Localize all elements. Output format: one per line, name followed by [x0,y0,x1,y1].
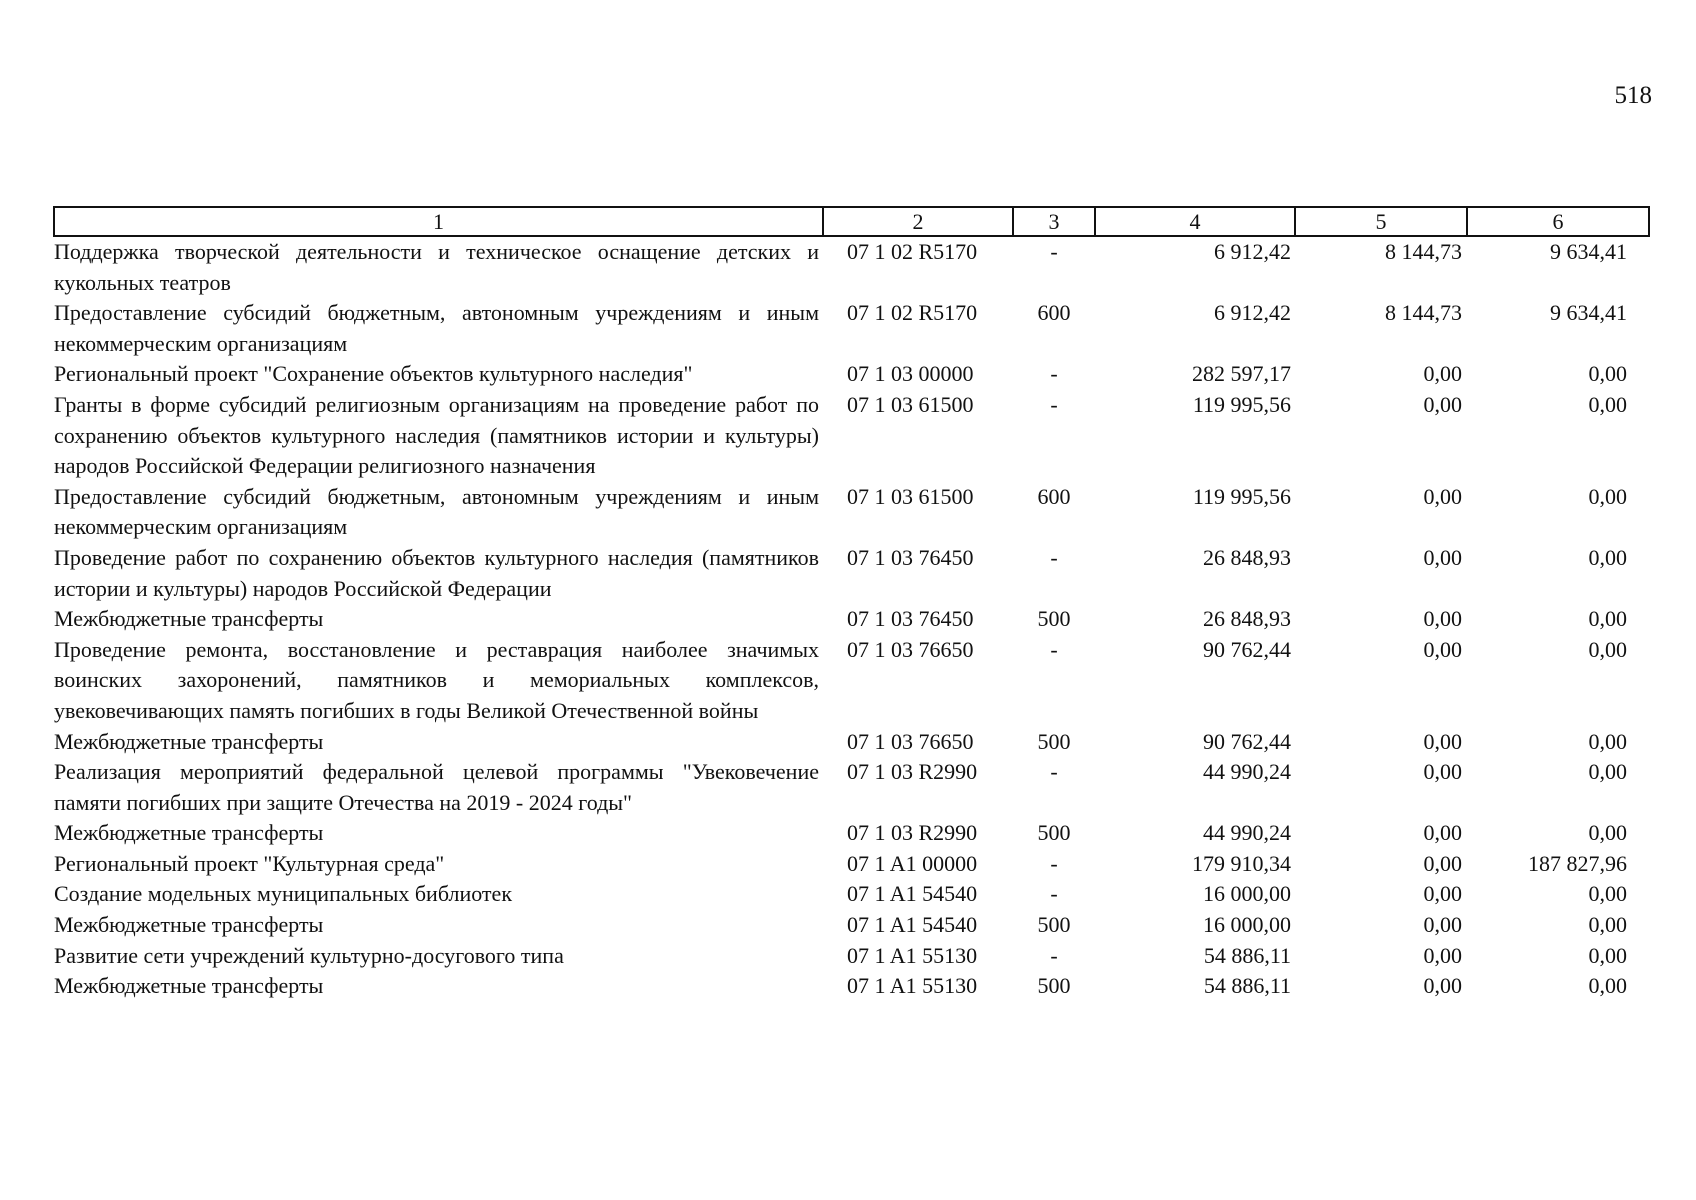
row-value-5: 8 144,73 [1385,300,1462,326]
row-value-4: 16 000,00 [1203,912,1291,938]
row-code: 07 1 03 61500 [847,483,974,509]
row-value-5: 0,00 [1423,850,1462,876]
row-value-6: 0,00 [1588,361,1627,387]
table-row [54,359,1649,390]
column-header-5: 5 [1295,207,1467,236]
row-name: Проведение ремонта, восстановление и реставрация наиболее значимых воинских захоронений, памятников и мемориальных комплексов, увековечивающих память погибших в годы Великой Отечественной войны [54,636,819,723]
row-value-4: 44 990,24 [1203,759,1291,785]
row-type: - [1050,544,1058,570]
row-value-4: 54 886,11 [1203,973,1291,999]
row-value-4: 54 886,11 [1203,942,1291,968]
table-header-row [54,207,1649,236]
table-row [54,543,1649,604]
row-name: Межбюджетные трансферты [54,728,324,754]
budget-table [53,206,1650,1002]
row-value-6: 187 827,96 [1528,850,1627,876]
row-type: 500 [1037,912,1071,938]
row-value-6: 0,00 [1588,759,1627,785]
row-type: 500 [1037,606,1071,632]
row-value-4: 16 000,00 [1203,881,1291,907]
row-name: Создание модельных муниципальных библиотек [54,881,513,907]
row-value-5: 0,00 [1423,912,1462,938]
row-code: 07 1 03 76450 [847,606,974,632]
row-value-4: 6 912,42 [1214,239,1291,264]
table-row [54,604,1649,635]
row-name: Региональный проект "Сохранение объектов культурного наследия" [54,361,693,387]
page-number: 518 [1614,82,1652,109]
row-code: 07 1 03 00000 [847,361,974,387]
row-type: - [1050,391,1058,417]
row-name: Предоставление субсидий бюджетным, автономным учреждениям и иным некоммерческим организациям [54,300,819,356]
row-name: Межбюджетные трансферты [54,820,324,846]
row-value-4: 179 910,34 [1192,850,1291,876]
row-code: 07 1 A1 55130 [847,973,978,999]
row-name: Гранты в форме субсидий религиозным организациям на проведение работ по сохранению объектов культурного наследия (памятников истории и культуры) народов Российской Федерации религиозного назначения [54,391,819,479]
row-type: - [1050,361,1058,387]
row-value-4: 26 848,93 [1203,544,1291,570]
table-row [54,971,1649,1002]
row-type: - [1050,636,1058,662]
row-value-4: 282 597,17 [1192,361,1291,387]
row-code: 07 1 03 R2990 [847,820,978,846]
table-row [54,236,1649,298]
row-code: 07 1 03 76450 [847,544,974,570]
table-row [54,298,1649,359]
table-row [54,635,1649,727]
row-type: - [1050,759,1058,785]
column-header-6: 6 [1467,207,1649,236]
row-value-6: 0,00 [1588,483,1627,509]
row-type: 500 [1037,820,1071,846]
row-value-4: 119 995,56 [1192,483,1291,509]
row-value-4: 6 912,42 [1214,300,1291,326]
table-row [54,482,1649,543]
column-header-3: 3 [1013,207,1095,236]
column-header-1: 1 [54,207,823,236]
row-name: Предоставление субсидий бюджетным, автономным учреждениям и иным некоммерческим организациям [54,483,819,540]
row-value-5: 0,00 [1423,483,1462,509]
table-row [54,849,1649,880]
column-header-4: 4 [1095,207,1295,236]
row-value-6: 0,00 [1588,636,1627,662]
row-value-5: 0,00 [1423,942,1462,968]
column-header-2: 2 [823,207,1013,236]
row-name: Межбюджетные трансферты [54,973,324,999]
row-value-6: 0,00 [1588,912,1627,938]
row-value-5: 0,00 [1423,391,1462,417]
row-value-5: 0,00 [1423,544,1462,570]
row-code: 07 1 A1 55130 [847,942,978,968]
row-value-6: 0,00 [1588,728,1627,754]
row-code: 07 1 03 76650 [847,728,974,754]
row-code: 07 1 A1 00000 [847,850,978,876]
row-value-4: 26 848,93 [1203,606,1291,632]
table-row [54,390,1649,482]
row-value-5: 0,00 [1423,361,1462,387]
row-name: Поддержка творческой деятельности и техническое оснащение детских и кукольных театров [54,239,819,295]
row-value-6: 0,00 [1588,391,1627,417]
row-name: Реализация мероприятий федеральной целевой программы "Увековечение памяти погибших при защите Отечества на 2019 - 2024 годы" [54,759,819,815]
row-value-5: 0,00 [1423,820,1462,846]
row-code: 07 1 A1 54540 [847,912,978,938]
row-name: Межбюджетные трансферты [54,606,324,632]
row-value-5: 0,00 [1423,636,1462,662]
table-row [54,941,1649,972]
row-value-6: 0,00 [1588,881,1627,907]
row-code: 07 1 A1 54540 [847,881,978,907]
row-value-5: 0,00 [1423,973,1462,999]
row-value-6: 0,00 [1588,606,1627,632]
row-name: Региональный проект "Культурная среда" [54,850,445,876]
row-value-5: 0,00 [1423,759,1462,785]
row-value-6: 9 634,41 [1550,239,1627,264]
row-name: Развитие сети учреждений культурно-досугового типа [54,942,564,968]
row-type: 500 [1037,973,1071,999]
row-value-5: 8 144,73 [1385,239,1462,264]
row-value-5: 0,00 [1423,728,1462,754]
row-value-4: 44 990,24 [1203,820,1291,846]
row-type: - [1050,239,1058,264]
row-value-5: 0,00 [1423,606,1462,632]
table-row [54,818,1649,849]
table-row [54,879,1649,910]
table-row [54,757,1649,818]
row-value-6: 0,00 [1588,820,1627,846]
row-type: 500 [1037,728,1071,754]
row-type: - [1050,881,1058,907]
row-name: Проведение работ по сохранению объектов культурного наследия (памятников истории и культуры) народов Российской Федерации [54,544,819,601]
row-type: - [1050,850,1058,876]
row-value-6: 9 634,41 [1550,300,1627,326]
row-code: 07 1 02 R5170 [847,300,978,326]
row-type: 600 [1037,483,1071,509]
row-name: Межбюджетные трансферты [54,912,324,938]
row-value-6: 0,00 [1588,973,1627,999]
row-value-4: 90 762,44 [1203,636,1291,662]
row-code: 07 1 02 R5170 [847,239,978,264]
row-code: 07 1 03 76650 [847,636,974,662]
row-value-6: 0,00 [1588,544,1627,570]
row-value-6: 0,00 [1588,942,1627,968]
row-type: - [1050,942,1058,968]
row-code: 07 1 03 61500 [847,391,974,417]
table-row [54,727,1649,758]
row-type: 600 [1037,300,1071,326]
row-value-4: 90 762,44 [1203,728,1291,754]
table-row [54,910,1649,941]
row-value-5: 0,00 [1423,881,1462,907]
row-value-4: 119 995,56 [1192,391,1291,417]
row-code: 07 1 03 R2990 [847,759,978,785]
